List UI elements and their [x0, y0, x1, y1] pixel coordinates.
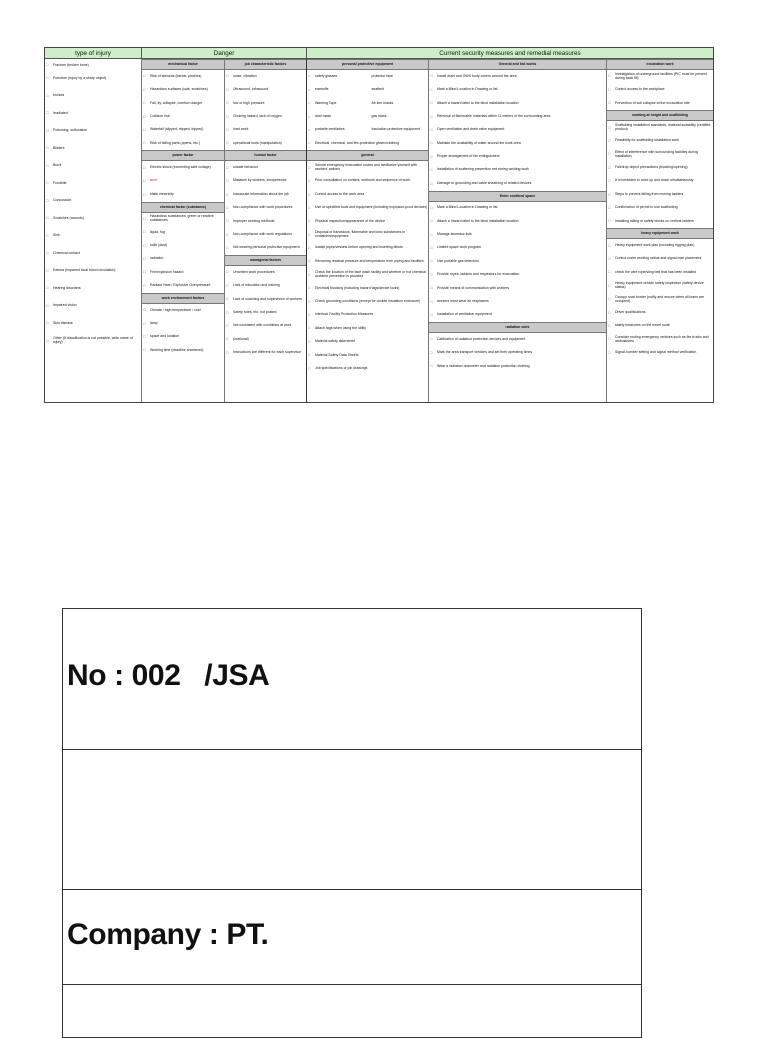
injury-item: □ Fracture (broken bone) — [45, 61, 141, 70]
measure-item: □ Material safety data sheet — [307, 335, 428, 348]
injury-item: □ Puncture (injury by a sharp object) — [45, 70, 141, 88]
danger-item: □ Instructions are different for each supervisor — [225, 346, 306, 359]
ppe-item-label: seatbelt — [371, 87, 384, 92]
danger-item: □ Improper working methods — [225, 215, 306, 228]
measure-item: □ Confirmation of permit to use scaffolding — [607, 202, 713, 215]
danger-item: □ Not wearing personal protective equipment — [225, 242, 306, 255]
injury-item: □ Irradiated — [45, 105, 141, 123]
danger-item: □ Climate / high temperature / cold — [142, 304, 224, 317]
injury-item: □ Chemical contact — [45, 245, 141, 263]
injury-item: □ Blisters — [45, 140, 141, 158]
danger-item: □ Inaccurate information about the job — [225, 188, 306, 201]
measure-item: □ Manage accessor lists — [429, 228, 606, 241]
company-name: Company : PT. — [67, 918, 269, 951]
ppe-item-label: Insulation protective equipment — [371, 127, 420, 132]
danger-item: □ Unwritten work procedures — [225, 266, 306, 279]
section-header-mechanical: mechanical factor — [142, 59, 224, 70]
section-header-ppe: personal protective equipment — [307, 59, 428, 70]
section-header-human: human factor — [225, 150, 306, 161]
section-header-job-characteristic: job characteristic factors — [225, 59, 306, 70]
measure-item: □ Signal-number setting and signal method verification — [607, 346, 713, 359]
ppe-item-label: ○ dust mask — [315, 113, 331, 118]
injury-item: □ Poisoning, suffocation — [45, 123, 141, 141]
measure-item: □ Wear a radiation dosimeter and radiation protection clothing — [429, 360, 606, 373]
danger-column-1 — [142, 59, 225, 402]
measure-item: □ Mark a Blind Location in Drawing or list — [429, 202, 606, 215]
danger-item: □ Electric shock (exceeding safe voltage) — [142, 161, 224, 174]
danger-item: □ Waterfall (slipped, tripped, tripped) — [142, 124, 224, 137]
injury-item: □ Other (If classification is not possible, write name of injury) — [45, 333, 141, 351]
danger-item: □ lamp — [142, 317, 224, 330]
measure-item: □ Heavy equipment work plan (including rigging plan) — [607, 239, 713, 252]
measure-item: □ Mark the area transport vehicles and set their operating times — [429, 346, 606, 359]
measure-item: □ Maintain the availability of water around the work area — [429, 137, 606, 150]
measure-item: □ Removing residual pressure and temperature from piping and facilities — [307, 255, 428, 268]
injury-column — [45, 59, 142, 402]
section-header-confined-space: Enter confined space — [429, 191, 606, 202]
measure-item: □ Fall/drop object precautions (blocking/opening) — [607, 161, 713, 174]
danger-item: □ Lack of coaching and supervision of workers — [225, 293, 306, 306]
measure-item: □ Proper arrangement of fire extinguishers — [429, 150, 606, 163]
injury-item: □ Frostbite — [45, 175, 141, 193]
danger-item: □ liquid, fog — [142, 226, 224, 239]
measures-column-2 — [429, 59, 607, 402]
measure-item: □ Control crane working radius and signal man placement — [607, 253, 713, 266]
measure-item: □ Open ventilation and drain valve equipment — [429, 124, 606, 137]
measure-item: □ It is forbidden to work up and down simultaneously — [607, 175, 713, 188]
measure-item: □ Electrical blocking (including hazard tags/device locks) — [307, 282, 428, 295]
section-header-height: working at height and scaffolding — [607, 110, 713, 121]
injury-item: □ Skin disease — [45, 315, 141, 333]
measures-column-3 — [607, 59, 713, 402]
measure-item: □ Check grounding conditions (except for double insulation enclosure) — [307, 295, 428, 308]
measure-item: □ Damage to grounding and cable sheathing of related devices — [429, 177, 606, 190]
measure-item: □ Driver qualifications — [607, 306, 713, 319]
measure-item: □ Occupy road border (notify and secure when all loans are occupied) — [607, 293, 713, 306]
danger-item: □ Non-compliance with work regulations — [225, 228, 306, 241]
measure-item: □ Installation of scattering prevention net during welding work — [429, 164, 606, 177]
danger-item: □ space and location — [142, 331, 224, 344]
ppe-item: ○ Electrical, chemical, and fire-protective gloves/clothing — [307, 137, 428, 150]
header-type-of-injury: type of injury — [45, 48, 142, 59]
danger-item: □ hard work — [225, 124, 306, 137]
measure-item: □ Isolate pipes/vessels before opening and inserting blinds — [307, 242, 428, 255]
measure-item: □ Limited space work program — [429, 242, 606, 255]
danger-column-2 — [225, 59, 307, 402]
measure-item: □ Installing railing or safety blocks on vertical ladders — [607, 215, 713, 228]
ppe-item — [307, 110, 428, 123]
ppe-item-label: ○ Warning Tape — [315, 100, 337, 105]
injury-item: □ Burnt — [45, 158, 141, 176]
measure-item: □ Steps to prevent falling from moving ladders — [607, 188, 713, 201]
injury-item: □ bruises — [45, 88, 141, 106]
section-header-heavy-equipment: heavy equipment work — [607, 228, 713, 239]
danger-item: □ static electricity — [142, 188, 224, 201]
measure-item: □ Disposal of hazardous, flammable and toxic substances in containers/equipment — [307, 228, 428, 241]
danger-item: □ arch — [142, 175, 224, 188]
danger-item: □ Risk of stenosis (bends, pinches) — [142, 70, 224, 83]
header-measures: Current security measures and remedial measures — [307, 48, 713, 59]
measure-item: □ Interlock Facility Protection Measures — [307, 309, 428, 322]
injury-item: □ Impaired vision — [45, 298, 141, 316]
measure-item: □ safety measures on the travel route — [607, 320, 713, 333]
section-header-excavation: excavation work — [607, 59, 713, 70]
danger-item: □ Choking hazard, lack of oxygen — [225, 110, 306, 123]
measure-item: □ Job specifications or job drawings — [307, 362, 428, 375]
danger-item: □ Not consistent with conditions at work — [225, 320, 306, 333]
danger-item: □ low or high pressure — [225, 97, 306, 110]
measure-item: □ Control access to the work area — [307, 188, 428, 201]
measure-item: □ Feasibility for scaffolding installation work — [607, 135, 713, 148]
measure-item: □ Physical inspection/appearance of the device — [307, 215, 428, 228]
measures-column-1 — [307, 59, 429, 402]
section-header-power: power factor — [142, 150, 224, 161]
measure-item: □ Material Safety Data Sheets — [307, 349, 428, 362]
measure-item: □ Provide means of communication with workers — [429, 282, 606, 295]
danger-item: □ Fall, fly, collapse, overturn danger — [142, 97, 224, 110]
ppe-item-label: ○ portable ventilators — [315, 127, 345, 132]
danger-item: □ Ultrasound, infrasound — [225, 83, 306, 96]
injury-item: □ Sink — [45, 228, 141, 246]
danger-item: □ Safety rules, etc. not posted — [225, 306, 306, 319]
ppe-item-label: ○ safety glasses — [315, 73, 338, 78]
measure-item: □ Provide ropes, ladders and respirators for evacuation — [429, 268, 606, 281]
measure-item: □ workers must wear air respirators — [429, 295, 606, 308]
ppe-item-label: ○ earmuffs — [315, 87, 329, 92]
danger-item: □ Radiant Heat / Explosive Overpressure — [142, 279, 224, 292]
danger-item: □ unsafe behavior — [225, 161, 306, 174]
ppe-item-label: Air line masks — [371, 100, 394, 105]
ppe-item-label: gas mask — [371, 113, 387, 118]
cover-row-number — [63, 609, 641, 750]
measure-item: □ Use portable gas detectors — [429, 255, 606, 268]
measure-item: □ Consider routing emergency vehicles such as fire trucks and ambulances — [607, 333, 713, 346]
measure-item: □ Prior consultation on content, methods and sequence of work — [307, 175, 428, 188]
injury-item: □ Scratches (wounds) — [45, 210, 141, 228]
danger-item: □ radiation — [142, 253, 224, 266]
danger-item: □ Mistakes by workers, inexperience — [225, 175, 306, 188]
measure-item: □ Install drain and OWS body covers around the area — [429, 70, 606, 83]
jsa-number: No : 002 /JSA — [67, 659, 270, 692]
cover-row-blank — [63, 750, 641, 890]
injury-item: □ Edema (Impaired local blood circulation) — [45, 263, 141, 281]
danger-item: □ Fire/explosion hazard — [142, 266, 224, 279]
danger-item: □ Hazardous surfaces (cuts, scratches) — [142, 83, 224, 96]
header-danger: Danger — [142, 48, 307, 59]
measure-item: □ Prevention of soil collapse at the excavation site — [607, 97, 713, 110]
section-header-chemical: chemical factor (substance) — [142, 202, 224, 213]
danger-item: □ Working time (deadline shortened) — [142, 344, 224, 357]
ppe-item-label: protector face — [371, 73, 393, 78]
measure-item: □ check the wire rope/sling belt that has been installed — [607, 266, 713, 279]
measure-item: □ Investigation of underground facilities (PIC must be present during back fill) — [607, 70, 713, 83]
ppe-item — [307, 97, 428, 110]
ppe-item — [307, 124, 428, 137]
section-header-radiation: radiation work — [429, 322, 606, 333]
measure-item: □ Removal of flammable materials within 11 meters of the surrounding area — [429, 110, 606, 123]
ppe-item — [307, 70, 428, 83]
measure-item: □ Heavy equipment vehicle safety inspection (safety device status) — [607, 279, 713, 292]
measure-item: □ Mark a Blind Location in Drawing or list — [429, 83, 606, 96]
injury-item: □ Concussion — [45, 193, 141, 211]
measure-item: □ Attach a hazard label to the blind installation location — [429, 97, 606, 110]
danger-item: □ Collision risk — [142, 110, 224, 123]
measure-item: □ Secure emergency evacuation routes and familiarize yourself with workers' actions — [307, 161, 428, 174]
measure-item: □ Effect of interference with surrounding facilities during installation — [607, 148, 713, 161]
danger-item: □ Risk of falling parts (opens, etc.) — [142, 137, 224, 150]
danger-item: □ Hazardous substances, green or reactive substances — [142, 213, 224, 226]
danger-item: □ solid (dust) — [142, 239, 224, 252]
section-header-general: general — [307, 150, 428, 161]
danger-item: □ noise, vibration — [225, 70, 306, 83]
measure-item: □ Scaffolding installation standards, material suitability (certified product) — [607, 121, 713, 134]
danger-item: □ Non-compliance with work procedures — [225, 202, 306, 215]
danger-item: □ Lack of education and training — [225, 279, 306, 292]
jsa-cover-box — [62, 608, 642, 1038]
measure-item: □ Calibration of radiation protection devices and equipment — [429, 333, 606, 346]
injury-item: □ Hearing disorders — [45, 280, 141, 298]
ppe-item — [307, 83, 428, 96]
jsa-reference-table — [44, 47, 714, 403]
measure-item: □ Attach tags when using the utility — [307, 322, 428, 335]
cover-row-company — [63, 890, 641, 985]
danger-item: □ operational tools (manipulation) — [225, 137, 306, 150]
measure-item: □ Check the location of the face wash facility and whether or not chemical accident prevention is provided — [307, 268, 428, 281]
measure-item: □ Installation of ventilation equipment — [429, 309, 606, 322]
measure-item: □ Use of specified tools and equipment (including explosion-proof devices) — [307, 202, 428, 215]
danger-item: □ (irrational) — [225, 333, 306, 346]
section-header-hot-works: General and hot works — [429, 59, 606, 70]
section-header-work-environment: work environment factors — [142, 293, 224, 304]
section-header-managerial: managerial factors — [225, 255, 306, 266]
measure-item: □ Attach a hazard label to the blind installation location — [429, 215, 606, 228]
measure-item: □ Control access to the workplace — [607, 83, 713, 96]
